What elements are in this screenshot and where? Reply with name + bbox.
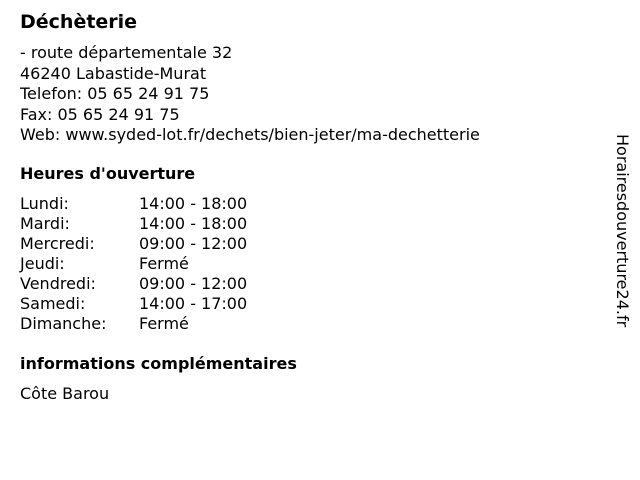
page-title: Déchèterie: [20, 11, 138, 33]
hours-day: Vendredi:: [20, 274, 96, 293]
hours-day: Jeudi:: [20, 254, 65, 273]
phone-number: Telefon: 05 65 24 91 75: [20, 84, 210, 103]
hours-day: Lundi:: [20, 194, 69, 213]
hours-time: 14:00 - 18:00: [139, 194, 248, 213]
hours-day: Dimanche:: [20, 314, 107, 333]
hours-row-monday: [20, 194, 247, 214]
opening-hours-table: [20, 194, 247, 334]
hours-time: 09:00 - 12:00: [139, 234, 248, 253]
hours-time: 14:00 - 17:00: [139, 294, 248, 313]
address-city: 46240 Labastide-Murat: [20, 63, 207, 83]
hours-row-sunday: [20, 314, 247, 334]
site-watermark: Horairesdouverture24.fr: [613, 134, 632, 328]
hours-time: Fermé: [139, 254, 189, 273]
additional-info-heading: informations complémentaires: [20, 354, 297, 373]
address-block: [20, 43, 480, 146]
hours-time: 09:00 - 12:00: [139, 274, 248, 293]
address-street: - route départementale 32: [20, 43, 233, 62]
hours-row-thursday: [20, 254, 247, 274]
hours-row-friday: [20, 274, 247, 294]
hours-time: Fermé: [139, 314, 189, 333]
hours-day: Mardi:: [20, 214, 70, 233]
additional-info-text: Côte Barou: [20, 384, 110, 403]
hours-row-wednesday: [20, 234, 247, 254]
opening-hours-heading: Heures d'ouverture: [20, 164, 196, 183]
hours-row-saturday: [20, 294, 247, 314]
hours-day: Mercredi:: [20, 234, 95, 253]
hours-time: 14:00 - 18:00: [139, 214, 248, 233]
website-link[interactable]: Web: www.syded-lot.fr/dechets/bien-jeter/ma-dechetterie: [20, 125, 480, 144]
hours-row-tuesday: [20, 214, 247, 234]
fax-number: Fax: 05 65 24 91 75: [20, 104, 180, 124]
hours-day: Samedi:: [20, 294, 86, 313]
